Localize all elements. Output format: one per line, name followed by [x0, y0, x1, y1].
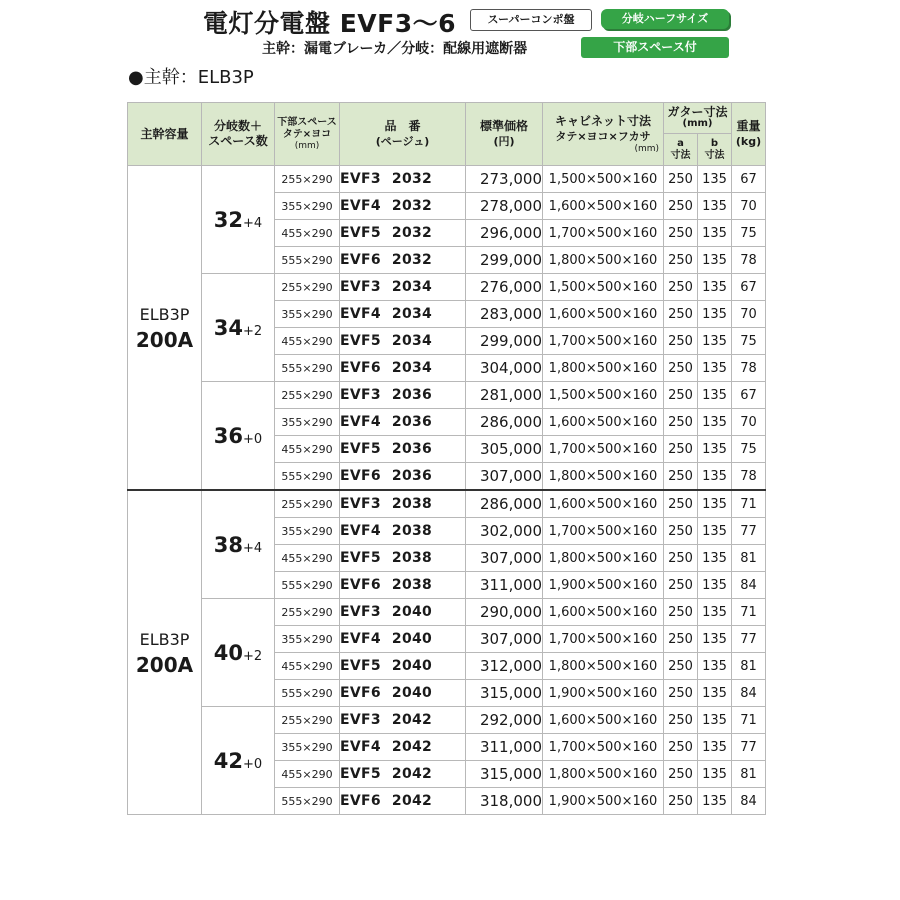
standard-price: 292,000: [466, 707, 543, 734]
weight: 70: [732, 409, 766, 436]
branch-count: 34: [213, 315, 244, 340]
model-series: EVF4: [340, 523, 381, 539]
cabinet-dimensions: 1,600×500×160: [543, 707, 664, 734]
branch-count-cell: [202, 707, 275, 815]
model-code: 2040: [391, 604, 433, 620]
weight: 84: [732, 788, 766, 815]
table-row: [128, 274, 766, 301]
gutter-b: 135: [698, 572, 732, 599]
weight: 81: [732, 761, 766, 788]
branch-count-cell: [202, 490, 275, 599]
gutter-b: 135: [698, 247, 732, 274]
model-number: [340, 220, 466, 247]
gutter-b: 135: [698, 490, 732, 518]
model-code: 2032: [391, 171, 433, 187]
cabinet-dimensions: 1,700×500×160: [543, 328, 664, 355]
model-number: [340, 247, 466, 274]
bottom-space-size: 255×290: [275, 599, 340, 626]
branch-count: 40: [213, 640, 244, 665]
gutter-a: 250: [664, 545, 698, 572]
model-series: EVF6: [340, 360, 381, 376]
weight: 78: [732, 355, 766, 382]
breaker-subtitle: 主幹：漏電ブレーカ／分岐：配線用遮断器: [262, 41, 528, 57]
gutter-b: 135: [698, 653, 732, 680]
standard-price: 286,000: [466, 409, 543, 436]
weight: 77: [732, 734, 766, 761]
gutter-a: 250: [664, 247, 698, 274]
bottom-space-size: 455×290: [275, 545, 340, 572]
gutter-b: 135: [698, 355, 732, 382]
bottom-space-size: 355×290: [275, 301, 340, 328]
bottom-space-size: 555×290: [275, 463, 340, 491]
cabinet-dimensions: 1,900×500×160: [543, 572, 664, 599]
gutter-b: 135: [698, 301, 732, 328]
gutter-b: 135: [698, 788, 732, 815]
weight: 84: [732, 572, 766, 599]
half-size-badge: 分岐ハーフサイズ: [601, 9, 729, 29]
header-gutter-b: b 寸法: [698, 134, 732, 166]
branch-count: 38: [213, 532, 244, 557]
header-price: 標準価格 (円): [466, 103, 543, 166]
spec-table: [127, 102, 766, 815]
model-series: EVF5: [340, 766, 381, 782]
gutter-a: 250: [664, 193, 698, 220]
gutter-b: 135: [698, 545, 732, 572]
cabinet-dimensions: 1,600×500×160: [543, 490, 664, 518]
weight: 77: [732, 518, 766, 545]
spec-table-body: [128, 166, 766, 815]
model-series: EVF4: [340, 414, 381, 430]
model-number: [340, 274, 466, 301]
model-series: EVF3: [340, 279, 381, 295]
header-cabinet: キャビネット寸法 タテ×ヨコ×フカサ (mm): [543, 103, 664, 166]
weight: 75: [732, 220, 766, 247]
model-number: [340, 518, 466, 545]
model-series: EVF3: [340, 496, 381, 512]
space-count: +4: [243, 215, 263, 231]
branch-count-cell: [202, 166, 275, 274]
cabinet-dimensions: 1,600×500×160: [543, 301, 664, 328]
header-gutter: ガター寸法 (mm): [664, 103, 732, 134]
branch-count: 32: [213, 207, 244, 232]
model-number: [340, 166, 466, 193]
bottom-space-size: 355×290: [275, 409, 340, 436]
cabinet-dimensions: 1,800×500×160: [543, 761, 664, 788]
model-number: [340, 382, 466, 409]
weight: 75: [732, 436, 766, 463]
capacity-breaker: ELB3P: [139, 304, 190, 324]
weight: 71: [732, 707, 766, 734]
bottom-space-size: 355×290: [275, 193, 340, 220]
standard-price: 315,000: [466, 761, 543, 788]
standard-price: 311,000: [466, 572, 543, 599]
header-capacity: 主幹容量: [128, 103, 202, 166]
gutter-a: 250: [664, 734, 698, 761]
cabinet-dimensions: 1,800×500×160: [543, 463, 664, 491]
bottom-space-size: 555×290: [275, 247, 340, 274]
gutter-a: 250: [664, 355, 698, 382]
model-number: [340, 545, 466, 572]
standard-price: 290,000: [466, 599, 543, 626]
model-code: 2038: [391, 523, 433, 539]
bottom-space-size: 555×290: [275, 355, 340, 382]
standard-price: 283,000: [466, 301, 543, 328]
gutter-a: 250: [664, 436, 698, 463]
bottom-space-size: 255×290: [275, 707, 340, 734]
bottom-space-size: 555×290: [275, 572, 340, 599]
model-code: 2032: [391, 198, 433, 214]
cabinet-dimensions: 1,800×500×160: [543, 355, 664, 382]
model-code: 2042: [391, 793, 433, 809]
model-number: [340, 490, 466, 518]
header-gutter-a: a 寸法: [664, 134, 698, 166]
gutter-a: 250: [664, 707, 698, 734]
bottom-space-size: 455×290: [275, 328, 340, 355]
standard-price: 307,000: [466, 545, 543, 572]
standard-price: 302,000: [466, 518, 543, 545]
table-row: [128, 166, 766, 193]
gutter-a: 250: [664, 301, 698, 328]
cabinet-dimensions: 1,500×500×160: [543, 382, 664, 409]
weight: 70: [732, 193, 766, 220]
capacity-amps: 200A: [135, 652, 194, 677]
model-series: EVF5: [340, 550, 381, 566]
cabinet-dimensions: 1,700×500×160: [543, 220, 664, 247]
model-number: [340, 409, 466, 436]
weight: 75: [732, 328, 766, 355]
cabinet-dimensions: 1,500×500×160: [543, 166, 664, 193]
model-series: EVF4: [340, 631, 381, 647]
weight: 67: [732, 166, 766, 193]
bottom-space-size: 455×290: [275, 653, 340, 680]
gutter-b: 135: [698, 382, 732, 409]
model-code: 2034: [391, 306, 433, 322]
cabinet-dimensions: 1,500×500×160: [543, 274, 664, 301]
standard-price: 305,000: [466, 436, 543, 463]
model-series: EVF6: [340, 468, 381, 484]
model-code: 2036: [391, 414, 433, 430]
table-row: [128, 707, 766, 734]
page-title: 電灯分電盤 EVF3～6: [203, 9, 456, 38]
standard-price: 304,000: [466, 355, 543, 382]
bottom-space-size: 455×290: [275, 220, 340, 247]
gutter-a: 250: [664, 382, 698, 409]
model-code: 2040: [391, 631, 433, 647]
gutter-b: 135: [698, 463, 732, 491]
weight: 84: [732, 680, 766, 707]
cabinet-dimensions: 1,700×500×160: [543, 518, 664, 545]
standard-price: 299,000: [466, 247, 543, 274]
space-count: +4: [243, 540, 263, 556]
model-code: 2036: [391, 387, 433, 403]
gutter-b: 135: [698, 707, 732, 734]
model-number: [340, 653, 466, 680]
cabinet-dimensions: 1,800×500×160: [543, 247, 664, 274]
super-compo-badge: スーパーコンポ盤: [470, 9, 592, 31]
standard-price: 307,000: [466, 463, 543, 491]
gutter-a: 250: [664, 220, 698, 247]
cabinet-dimensions: 1,600×500×160: [543, 599, 664, 626]
bottom-space-badge: 下部スペース付: [581, 37, 729, 58]
gutter-b: 135: [698, 328, 732, 355]
cabinet-dimensions: 1,600×500×160: [543, 409, 664, 436]
model-series: EVF4: [340, 306, 381, 322]
model-number: [340, 734, 466, 761]
gutter-a: 250: [664, 653, 698, 680]
branch-count-cell: [202, 274, 275, 382]
capacity-cell: [128, 166, 202, 491]
cabinet-dimensions: 1,900×500×160: [543, 788, 664, 815]
weight: 71: [732, 599, 766, 626]
standard-price: 281,000: [466, 382, 543, 409]
model-series: EVF4: [340, 739, 381, 755]
space-count: +2: [243, 648, 263, 664]
standard-price: 315,000: [466, 680, 543, 707]
gutter-a: 250: [664, 328, 698, 355]
model-series: EVF6: [340, 252, 381, 268]
header-branch: 分岐数＋ スペース数: [202, 103, 275, 166]
bottom-space-size: 255×290: [275, 274, 340, 301]
gutter-b: 135: [698, 734, 732, 761]
standard-price: 299,000: [466, 328, 543, 355]
cabinet-dimensions: 1,900×500×160: [543, 680, 664, 707]
model-number: [340, 680, 466, 707]
model-number: [340, 193, 466, 220]
main-trunk-label: ●主幹：ELB3P: [128, 67, 254, 88]
model-number: [340, 572, 466, 599]
weight: 70: [732, 301, 766, 328]
model-series: EVF3: [340, 171, 381, 187]
cabinet-dimensions: 1,700×500×160: [543, 734, 664, 761]
model-code: 2040: [391, 685, 433, 701]
gutter-b: 135: [698, 599, 732, 626]
model-code: 2034: [391, 333, 433, 349]
header-weight: 重量 (kg): [732, 103, 766, 166]
bottom-space-size: 555×290: [275, 680, 340, 707]
bottom-space-size: 255×290: [275, 382, 340, 409]
weight: 77: [732, 626, 766, 653]
gutter-b: 135: [698, 274, 732, 301]
space-count: +0: [243, 756, 263, 772]
weight: 71: [732, 490, 766, 518]
standard-price: 286,000: [466, 490, 543, 518]
gutter-a: 250: [664, 274, 698, 301]
branch-count: 36: [213, 423, 244, 448]
model-series: EVF3: [340, 387, 381, 403]
gutter-b: 135: [698, 220, 732, 247]
model-series: EVF5: [340, 333, 381, 349]
model-series: EVF6: [340, 577, 381, 593]
model-code: 2034: [391, 279, 433, 295]
model-code: 2036: [391, 468, 433, 484]
branch-count-cell: [202, 382, 275, 491]
model-number: [340, 626, 466, 653]
standard-price: 307,000: [466, 626, 543, 653]
header-model: 品 番 (ページュ): [340, 103, 466, 166]
model-code: 2036: [391, 441, 433, 457]
model-series: EVF4: [340, 198, 381, 214]
gutter-a: 250: [664, 463, 698, 491]
gutter-b: 135: [698, 436, 732, 463]
bottom-space-size: 455×290: [275, 436, 340, 463]
bottom-space-size: 355×290: [275, 626, 340, 653]
gutter-a: 250: [664, 490, 698, 518]
header-bottom-space: 下部スペース タテ×ヨコ (mm): [275, 103, 340, 166]
bottom-space-size: 255×290: [275, 490, 340, 518]
standard-price: 312,000: [466, 653, 543, 680]
gutter-b: 135: [698, 680, 732, 707]
weight: 67: [732, 274, 766, 301]
space-count: +2: [243, 323, 263, 339]
standard-price: 296,000: [466, 220, 543, 247]
model-number: [340, 355, 466, 382]
gutter-a: 250: [664, 599, 698, 626]
model-code: 2042: [391, 712, 433, 728]
gutter-a: 250: [664, 788, 698, 815]
model-code: 2034: [391, 360, 433, 376]
model-code: 2038: [391, 550, 433, 566]
model-code: 2042: [391, 739, 433, 755]
weight: 78: [732, 463, 766, 491]
model-number: [340, 436, 466, 463]
capacity-amps: 200A: [135, 327, 194, 352]
bottom-space-size: 555×290: [275, 788, 340, 815]
branch-count: 42: [213, 748, 244, 773]
gutter-b: 135: [698, 193, 732, 220]
gutter-a: 250: [664, 680, 698, 707]
model-number: [340, 707, 466, 734]
gutter-b: 135: [698, 409, 732, 436]
cabinet-dimensions: 1,800×500×160: [543, 545, 664, 572]
branch-count-cell: [202, 599, 275, 707]
capacity-breaker: ELB3P: [139, 629, 190, 649]
standard-price: 311,000: [466, 734, 543, 761]
cabinet-dimensions: 1,700×500×160: [543, 436, 664, 463]
standard-price: 278,000: [466, 193, 543, 220]
model-number: [340, 599, 466, 626]
model-code: 2040: [391, 658, 433, 674]
bottom-space-size: 255×290: [275, 166, 340, 193]
standard-price: 276,000: [466, 274, 543, 301]
model-series: EVF5: [340, 225, 381, 241]
model-series: EVF5: [340, 658, 381, 674]
model-series: EVF3: [340, 712, 381, 728]
gutter-a: 250: [664, 166, 698, 193]
weight: 78: [732, 247, 766, 274]
weight: 67: [732, 382, 766, 409]
bottom-space-size: 355×290: [275, 518, 340, 545]
cabinet-dimensions: 1,600×500×160: [543, 193, 664, 220]
gutter-b: 135: [698, 761, 732, 788]
model-series: EVF3: [340, 604, 381, 620]
gutter-b: 135: [698, 166, 732, 193]
model-code: 2038: [391, 577, 433, 593]
model-number: [340, 463, 466, 491]
model-series: EVF6: [340, 793, 381, 809]
model-code: 2032: [391, 252, 433, 268]
table-row: [128, 382, 766, 409]
table-row: [128, 490, 766, 518]
gutter-a: 250: [664, 761, 698, 788]
model-code: 2032: [391, 225, 433, 241]
model-number: [340, 788, 466, 815]
model-number: [340, 328, 466, 355]
gutter-a: 250: [664, 572, 698, 599]
model-series: EVF5: [340, 441, 381, 457]
gutter-a: 250: [664, 518, 698, 545]
standard-price: 273,000: [466, 166, 543, 193]
gutter-b: 135: [698, 518, 732, 545]
gutter-b: 135: [698, 626, 732, 653]
cabinet-dimensions: 1,800×500×160: [543, 653, 664, 680]
model-number: [340, 301, 466, 328]
standard-price: 318,000: [466, 788, 543, 815]
cabinet-dimensions: 1,700×500×160: [543, 626, 664, 653]
space-count: +0: [243, 431, 263, 447]
model-number: [340, 761, 466, 788]
table-row: [128, 599, 766, 626]
gutter-a: 250: [664, 409, 698, 436]
bottom-space-size: 455×290: [275, 761, 340, 788]
model-series: EVF6: [340, 685, 381, 701]
model-code: 2038: [391, 496, 433, 512]
weight: 81: [732, 545, 766, 572]
model-code: 2042: [391, 766, 433, 782]
bottom-space-size: 355×290: [275, 734, 340, 761]
capacity-cell: [128, 490, 202, 815]
weight: 81: [732, 653, 766, 680]
gutter-a: 250: [664, 626, 698, 653]
